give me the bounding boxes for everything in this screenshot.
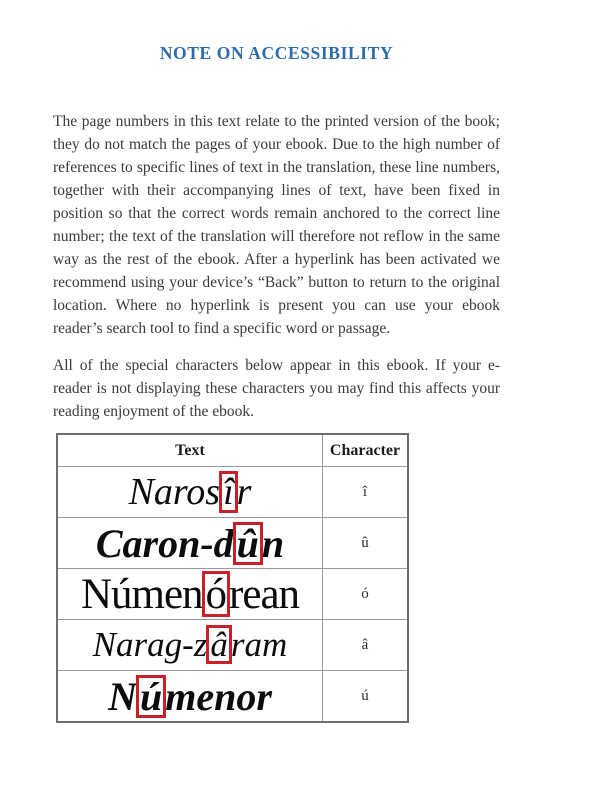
page-content: [53, 0, 500, 723]
character-cell: ó: [323, 569, 409, 620]
column-header-text: Text: [57, 434, 323, 467]
table-row: [57, 620, 408, 671]
word-cell: [57, 620, 323, 671]
table-row: [57, 518, 408, 569]
word-prefix: Númen: [80, 570, 203, 618]
sample-word: [129, 471, 252, 513]
word-suffix: r: [236, 471, 252, 513]
sample-word: [96, 521, 284, 566]
word-prefix: Caron-d: [95, 520, 234, 566]
word-suffix: rean: [229, 570, 300, 618]
word-suffix: n: [261, 520, 285, 566]
character-cell: ú: [323, 671, 409, 723]
character-cell: î: [323, 467, 409, 518]
table-header-row: [57, 434, 408, 467]
sample-word: [108, 674, 272, 719]
word-cell: [57, 518, 323, 569]
table-row: [57, 671, 408, 723]
highlight-box: î: [219, 471, 238, 513]
column-header-character: Character: [323, 434, 409, 467]
word-prefix: N: [108, 673, 137, 719]
word-suffix: menor: [165, 673, 272, 719]
word-cell: [57, 671, 323, 723]
highlight-box: û: [233, 522, 263, 566]
special-characters-table: [56, 433, 409, 723]
sample-word: [93, 625, 288, 664]
word-cell: [57, 467, 323, 518]
paragraph-page-numbers: The page numbers in this text relate to the printed version of the book; they do not match the pages of your ebook. Due to the high number of references to specific lines of text in the translation, these line numbers, together with their accompanying lines of text, have been fixed in position so that the correct words remain anchored to the correct line number; the text of the translation will therefore not reflow in the same way as the rest of the ebook. After a hyperlink has been activated we recommend using your device’s “Back” button to return to the original location. Where no hyperlink is present you can use your ebook reader’s search tool to find a specific word or passage.: [53, 113, 500, 337]
character-cell: û: [323, 518, 409, 569]
word-suffix: ram: [230, 625, 288, 664]
highlight-box: ó: [202, 571, 231, 618]
word-prefix: Naros: [128, 471, 221, 513]
highlight-box: â: [206, 625, 232, 664]
paragraph-special-characters: All of the special characters below appear in this ebook. If your e-reader is not displaying these characters you may find this affects your reading enjoyment of the ebook.: [53, 357, 500, 420]
word-cell: [57, 569, 323, 620]
word-prefix: Narag-z: [92, 625, 208, 664]
page-title: NOTE ON ACCESSIBILITY: [159, 43, 394, 63]
table-row: [57, 569, 408, 620]
sample-word: [81, 571, 299, 618]
highlight-box: ú: [136, 675, 166, 719]
table-row: [57, 467, 408, 518]
character-cell: â: [323, 620, 409, 671]
